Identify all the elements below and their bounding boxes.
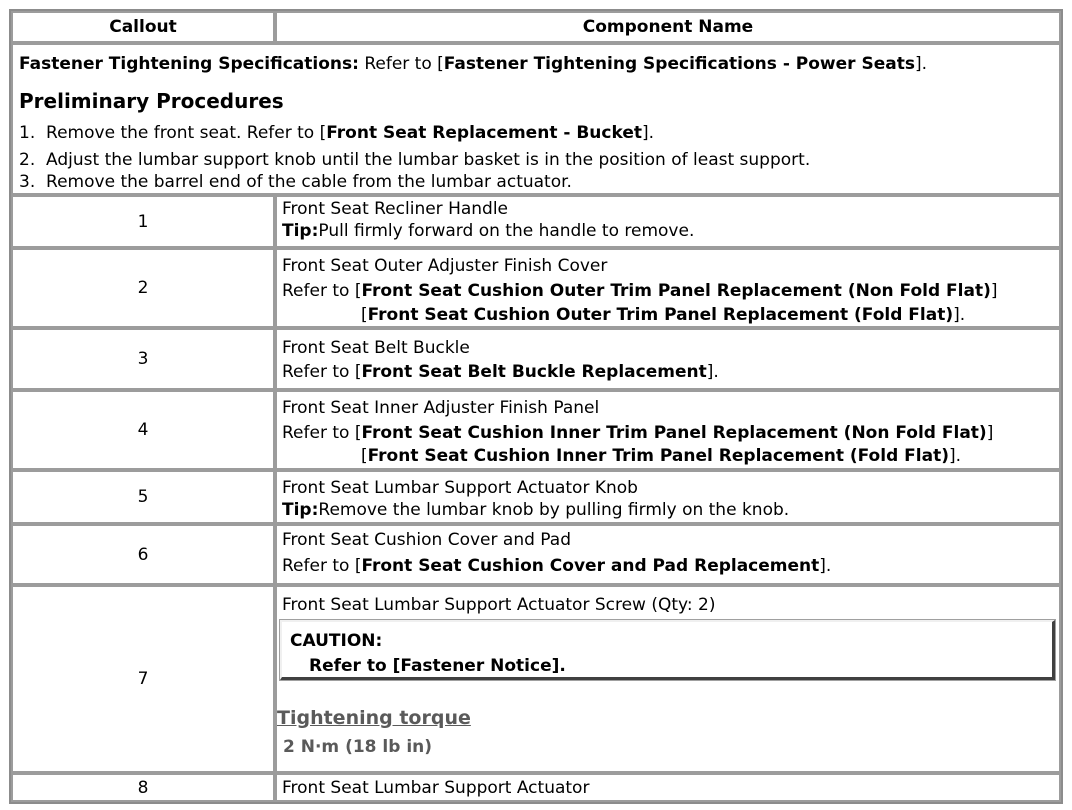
callout-8: 8 [11,773,275,802]
step-1 [19,123,654,143]
component-2-name: Front Seat Outer Adjuster Finish Cover [282,256,608,276]
callout-1: 1 [11,195,275,248]
bracket-open: [ [361,305,368,325]
fastener-refer-end: ]. [914,54,928,74]
callout-6: 6 [11,524,275,585]
tip-text: Pull firmly forward on the handle to remove. [318,221,695,241]
step-3-text: Remove the barrel end of the cable from the lumbar actuator. [46,172,572,192]
component-8-name: Front Seat Lumbar Support Actuator [282,778,590,798]
preliminary-procedures-title: Preliminary Procedures [19,89,284,113]
component-4-refer-2 [361,446,961,466]
step-2 [19,150,810,170]
caution-text[interactable]: Refer to [Fastener Notice]. [309,656,566,676]
tightening-torque-value: 2 N·m (18 lb in) [283,737,433,757]
component-4-name: Front Seat Inner Adjuster Finish Panel [282,398,600,418]
component-2-link-2[interactable]: Front Seat Cushion Outer Trim Panel Replacement (Fold Flat) [367,305,954,325]
step-1-number: 1. [19,123,36,143]
step-3 [19,172,572,192]
component-5-tip [282,499,1059,521]
component-2 [275,248,1061,328]
callout-2: 2 [11,248,275,328]
component-6 [275,524,1061,585]
bracket-close: ] [986,423,994,443]
step-2-number: 2. [19,150,36,170]
caution-box [280,620,1055,680]
component-7-name: Front Seat Lumbar Support Actuator Screw (Qty: 2) [282,595,716,615]
step-1-link[interactable]: Front Seat Replacement - Bucket [326,123,642,143]
refer-text: Refer to [ [282,556,362,576]
refer-text: Refer to [ [282,423,362,443]
component-6-name: Front Seat Cushion Cover and Pad [282,530,571,550]
component-2-refer [282,281,998,301]
header-component-name: Component Name [275,11,1061,43]
callout-4: 4 [11,390,275,470]
bracket-close: ]. [819,556,832,576]
tightening-torque-heading: Tightening torque [277,707,471,729]
bracket-close: ]. [948,446,962,466]
component-4-link-1[interactable]: Front Seat Cushion Inner Trim Panel Replacement (Non Fold Flat) [361,423,987,443]
header-callout: Callout [11,11,275,43]
component-1-name: Front Seat Recliner Handle [282,199,509,219]
bracket-close: ] [990,281,998,301]
component-5-name: Front Seat Lumbar Support Actuator Knob [282,478,638,498]
component-6-refer [282,556,831,576]
tip-text: Remove the lumbar knob by pulling firmly on the knob. [318,500,790,520]
caution-title: CAUTION: [290,631,383,651]
component-2-refer-2 [361,305,965,325]
component-3-link[interactable]: Front Seat Belt Buckle Replacement [361,362,707,382]
bracket-close: ]. [706,362,719,382]
step-2-text: Adjust the lumbar support knob until the lumbar basket is in the position of least support. [46,150,811,170]
intro-cell [11,43,1061,195]
refer-text: Refer to [ [282,362,362,382]
component-4-refer [282,423,993,443]
component-5 [275,470,1061,524]
component-3 [275,328,1061,390]
step-1-text: Remove the front seat. Refer to [ [46,123,327,143]
fastener-refer-text: Refer to [ [358,54,444,74]
component-6-link[interactable]: Front Seat Cushion Cover and Pad Replacement [361,556,820,576]
fastener-spec-line [19,54,927,74]
tip-label: Tip: [282,500,319,520]
refer-text: Refer to [ [282,281,362,301]
component-8 [275,773,1061,802]
component-2-link-1[interactable]: Front Seat Cushion Outer Trim Panel Replacement (Non Fold Flat) [361,281,991,301]
fastener-spec-link[interactable]: Fastener Tightening Specifications - Power Seats [443,54,915,74]
bracket-open: [ [361,446,368,466]
callout-3: 3 [11,328,275,390]
tip-label: Tip: [282,221,319,241]
callout-7: 7 [11,585,275,773]
step-3-number: 3. [19,172,36,192]
bracket-close: ]. [953,305,966,325]
callout-5: 5 [11,470,275,524]
component-4-link-2[interactable]: Front Seat Cushion Inner Trim Panel Replacement (Fold Flat) [367,446,949,466]
component-1-tip [282,220,1059,242]
step-1-end: ]. [641,123,655,143]
component-3-name: Front Seat Belt Buckle [282,338,470,358]
component-3-refer [282,362,719,382]
component-4 [275,390,1061,470]
fastener-spec-label: Fastener Tightening Specifications: [19,54,359,74]
component-1 [275,195,1061,248]
